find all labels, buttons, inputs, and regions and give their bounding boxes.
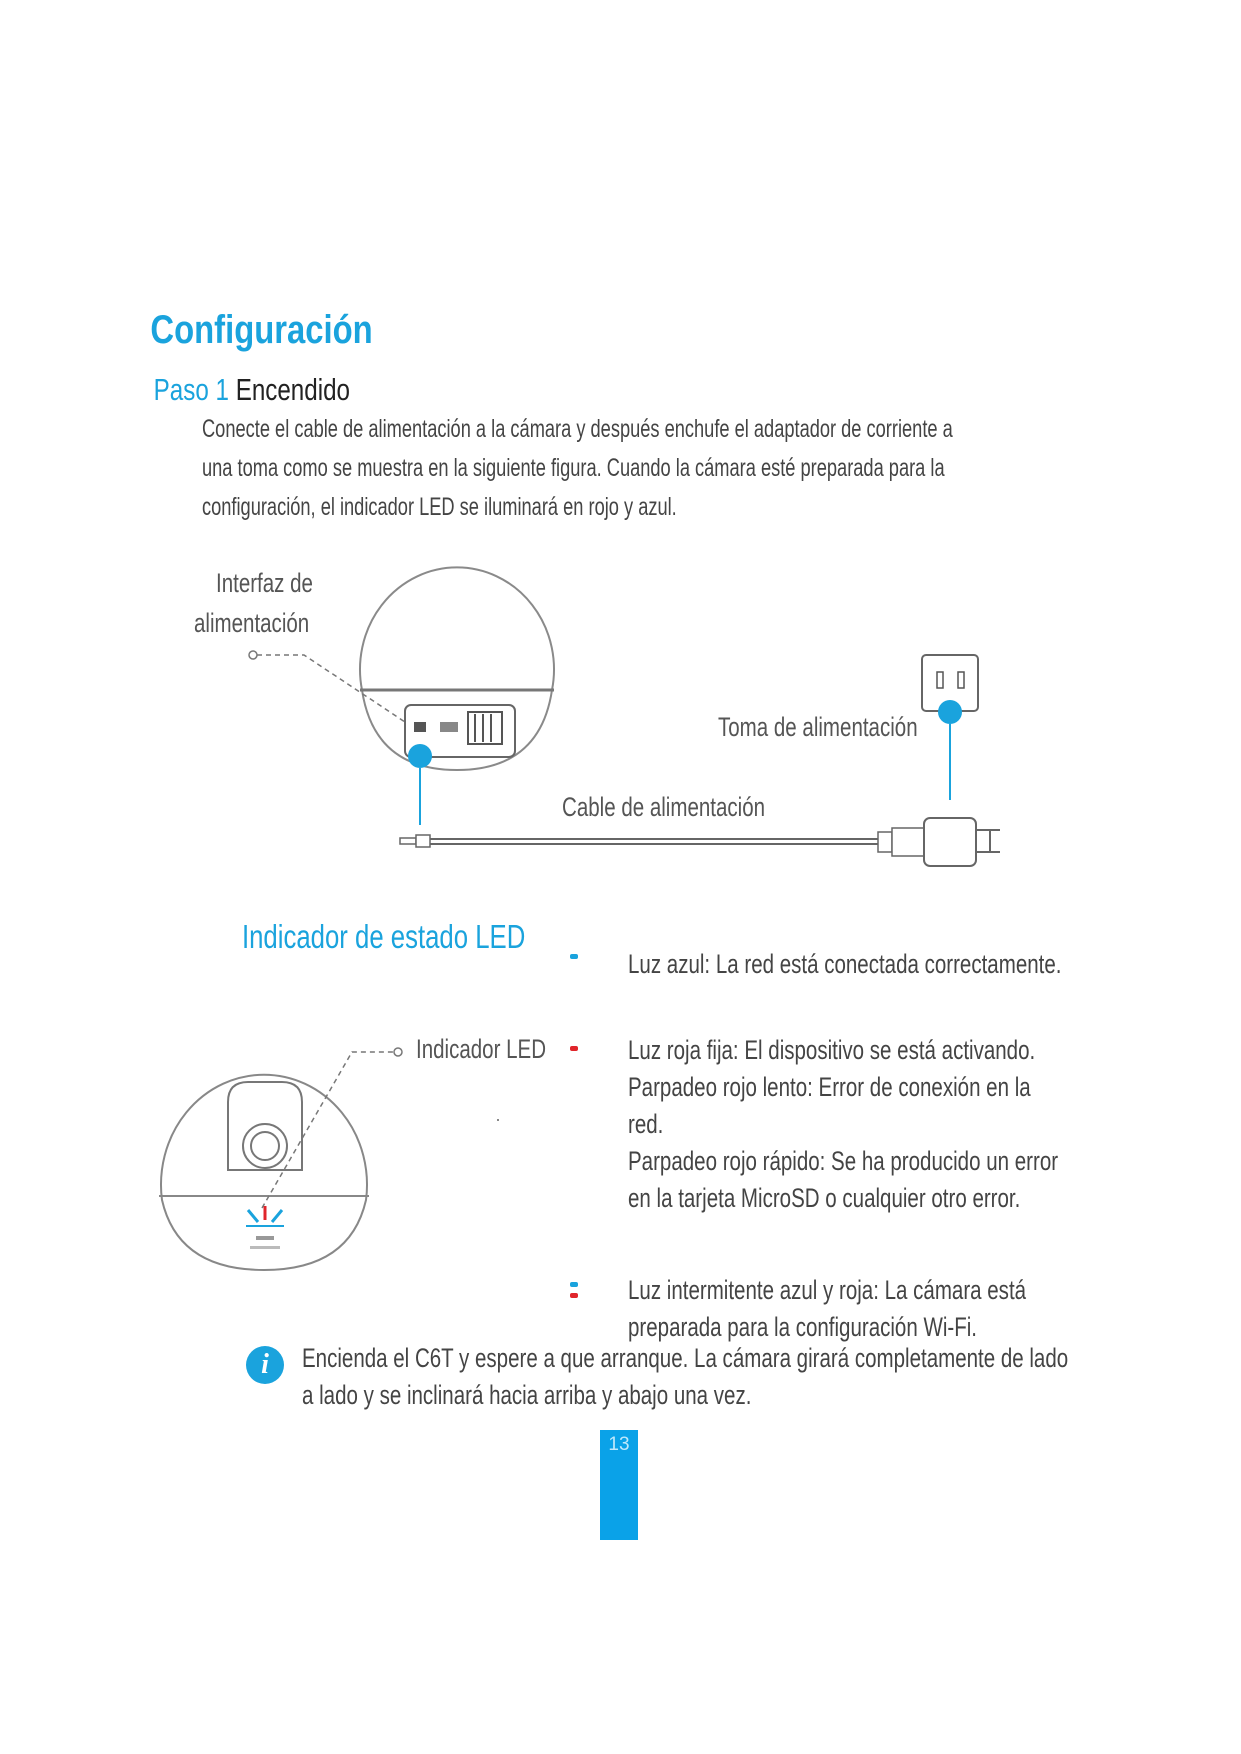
- power-interface-label-2: alimentación: [194, 608, 310, 638]
- blue-red-led-dot-bottom: [570, 1293, 578, 1298]
- led-status-line: Luz roja fija: El dispositivo se está activando.: [628, 1035, 1036, 1065]
- led-status-red: [628, 1032, 1058, 1217]
- intro-line: configuración, el indicador LED se iluminará en rojo y azul.: [202, 493, 677, 521]
- led-status-line: Parpadeo rojo lento: Error de conexión en la: [628, 1072, 1031, 1102]
- note-line: Encienda el C6T y espere a que arranque. La cámara girará completamente de lado: [302, 1343, 1069, 1373]
- led-status-line: en la tarjeta MicroSD o cualquier otro error.: [628, 1183, 1021, 1213]
- note-line: a lado y se inclinará hacia arriba y abajo una vez.: [302, 1380, 752, 1410]
- led-indicator-label: Indicador LED: [416, 1034, 547, 1064]
- power-interface-label-1: Interfaz de: [216, 568, 313, 598]
- led-status-line: Luz intermitente azul y roja: La cámara está: [628, 1275, 1027, 1305]
- led-status-line: Parpadeo rojo rápido: Se ha producido un error: [628, 1146, 1059, 1176]
- camera-front-illustration: [159, 1075, 369, 1270]
- power-cable-label: Cable de alimentación: [562, 792, 766, 822]
- note-text: [302, 1340, 1068, 1414]
- red-led-dot: [570, 1046, 578, 1051]
- step-name: Encendido: [235, 372, 350, 407]
- led-status-blue: [628, 946, 1061, 983]
- step-number: Paso 1: [153, 372, 229, 407]
- info-icon: i: [246, 1346, 284, 1384]
- led-section-heading: Indicador de estado LED: [241, 918, 526, 955]
- intro-line: Conecte el cable de alimentación a la cámara y después enchufe el adaptador de corriente a: [202, 415, 953, 443]
- power-outlet-label: Toma de alimentación: [718, 712, 918, 742]
- page-title: Configuración: [150, 308, 373, 352]
- page-number: 13: [608, 1434, 630, 1455]
- led-status-line: red.: [628, 1109, 664, 1139]
- led-status-line: preparada para la configuración Wi-Fi.: [628, 1312, 978, 1342]
- blue-led-dot: [570, 954, 578, 959]
- led-status-line: Luz azul: La red está conectada correctamente.: [628, 949, 1062, 979]
- blue-red-led-dot-top: [570, 1282, 578, 1287]
- led-status-blue-red: [628, 1272, 1026, 1346]
- intro-line: una toma como se muestra en la siguiente figura. Cuando la cámara esté preparada para la: [202, 454, 945, 482]
